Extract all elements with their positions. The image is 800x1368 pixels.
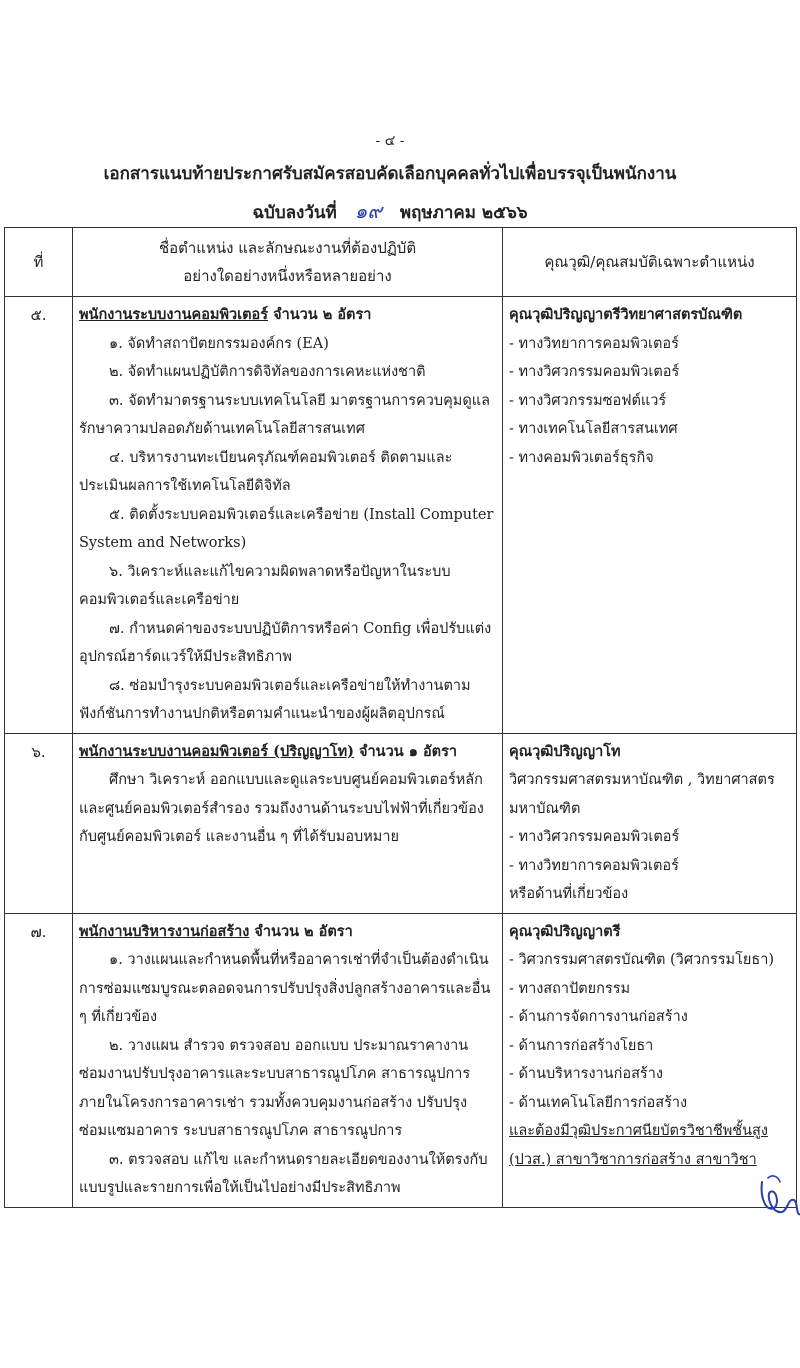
duty-item: ๖. วิเคราะห์และแก้ไขความผิดพลาดหรือปัญหาในระบบคอมพิวเตอร์และเครือข่าย [79, 563, 451, 608]
duty-item: ๓. จัดทำมาตรฐานระบบเทคโนโลยี มาตรฐานการควบคุมดูแลรักษาความปลอดภัยด้านเทคโนโลยีสารสนเทศ [79, 392, 491, 437]
header-number: ที่ [5, 228, 73, 297]
duty-item: ๒. วางแผน สำรวจ ตรวจสอบ ออกแบบ ประมาณราคางานซ่อมงานปรับปรุงอาคารและระบบสาธารณูปโภค สาธารณูปการภายในโครงการอาคารเช่า รวมทั้งควบคุมงานก่อสร้าง ปรับปรุงซ่อมแซมอาคาร ระบบสาธารณูปโภค สาธารณูปการ [79, 1037, 471, 1139]
qualification-item: - ทางคอมพิวเตอร์ธุรกิจ [509, 449, 654, 466]
row-number: ๖. [5, 733, 73, 913]
qualification-item: - ทางวิศวกรรมซอฟต์แวร์ [509, 392, 667, 409]
qualification-item: - ด้านเทคโนโลยีการก่อสร้าง [509, 1094, 688, 1111]
qualification-cell [503, 297, 797, 734]
position-title: พนักงานระบบงานคอมพิวเตอร์ (ปริญญาโท) จำนวน ๑ อัตรา [79, 742, 458, 760]
duty-item: ๑. วางแผนและกำหนดพื้นที่หรืออาคารเช่าที่จำเป็นต้องดำเนินการซ่อมแซมบูรณะตลอดจนการปรับปรุงสิ่งปลูกสร้างอาคารและอื่น ๆ ที่เกี่ยวข้อง [79, 952, 491, 1025]
qualification-item: - ทางวิทยาการคอมพิวเตอร์ [509, 335, 679, 352]
duty-item: ๗. กำหนดค่าของระบบปฏิบัติการหรือค่า Config เพื่อปรับแต่งอุปกรณ์ฮาร์ดแวร์ให้มีประสิทธิภาพ [79, 620, 492, 665]
position-title: พนักงานระบบงานคอมพิวเตอร์ จำนวน ๒ อัตรา [79, 306, 372, 323]
qualification-item: - ทางวิทยาการคอมพิวเตอร์ [509, 857, 679, 874]
header-qualification: คุณวุฒิ/คุณสมบัติเฉพาะตำแหน่ง [503, 228, 797, 297]
header-position-line1: ชื่อตำแหน่ง และลักษณะงานที่ต้องปฏิบัติ [158, 239, 417, 257]
qualification-heading: คุณวุฒิปริญญาตรีวิทยาศาสตรบัณฑิต [509, 306, 743, 323]
qualification-item: - ทางเทคโนโลยีสารสนเทศ [509, 421, 678, 437]
qualification-item: - วิศวกรรมศาสตรบัณฑิต (วิศวกรรมโยธา) [509, 952, 775, 968]
qualification-item: - ด้านการจัดการงานก่อสร้าง [509, 1009, 688, 1025]
row-number: ๕. [5, 297, 73, 734]
table-row [5, 733, 797, 913]
qualification-cell [503, 913, 797, 1207]
qualification-item: - ด้านบริหารงานก่อสร้าง [509, 1066, 663, 1082]
position-title: พนักงานบริหารงานก่อสร้าง จำนวน ๒ อัตรา [79, 922, 353, 940]
duty-item: ๔. บริหารงานทะเบียนครุภัณฑ์คอมพิวเตอร์ ติดตามและประเมินผลการใช้เทคโนโลยีดิจิทัล [79, 449, 453, 494]
duty-item: ๑. จัดทำสถาปัตยกรรมองค์กร (EA) [109, 335, 329, 352]
qualification-heading: คุณวุฒิปริญญาโท [509, 742, 621, 760]
qualification-item: - ด้านการก่อสร้างโยธา [509, 1037, 654, 1054]
signature-mark [758, 1168, 800, 1228]
duty-item: ๓. ตรวจสอบ แก้ไข และกำหนดรายละเอียดของงานให้ตรงกับแบบรูปและรายการเพื่อให้เป็นไปอย่างมีประสิทธิภาพ [79, 1151, 488, 1196]
table-header-row [5, 228, 797, 297]
qualification-item: - ทางสถาปัตยกรรม [509, 980, 631, 997]
header-position [73, 228, 503, 297]
header-position-line2: อย่างใดอย่างหนึ่งหรือหลายอย่าง [183, 267, 392, 285]
positions-table [4, 227, 797, 1208]
qualification-item: - ทางวิศวกรรมคอมพิวเตอร์ [509, 829, 680, 845]
position-cell [73, 733, 503, 913]
document-title: เอกสารแนบท้ายประกาศรับสมัครสอบคัดเลือกบุคคลทั่วไปเพื่อบรรจุเป็นพนักงาน [103, 164, 677, 184]
duty-item: ๒. จัดทำแผนปฏิบัติการดิจิทัลของการเคหะแห่งชาติ [109, 364, 426, 380]
position-cell [73, 297, 503, 734]
qualification-note: และต้องมีวุฒิประกาศนียบัตรวิชาชีพชั้นสูง (ปวส.) สาขาวิชาการก่อสร้าง สาขาวิชา [509, 1123, 768, 1168]
document-date [0, 195, 780, 227]
date-day-handwritten: ๑๙ [354, 199, 382, 223]
qualification-intro: วิศวกรรมศาสตรมหาบัณฑิต , วิทยาศาสตรมหาบัณฑิต [509, 772, 775, 817]
duty-item: ศึกษา วิเคราะห์ ออกแบบและดูแลระบบศูนย์คอมพิวเตอร์หลักและศูนย์คอมพิวเตอร์สำรอง รวมถึงงานด้านระบบไฟฟ้าที่เกี่ยวข้องกับศูนย์คอมพิวเตอร์ และงานอื่น ๆ ที่ได้รับมอบหมาย [79, 772, 484, 845]
table-row [5, 297, 797, 734]
page-number: - ๔ - [375, 133, 405, 149]
table-row [5, 913, 797, 1207]
qualification-heading: คุณวุฒิปริญญาตรี [509, 922, 621, 940]
qualification-cell [503, 733, 797, 913]
qualification-item: - ทางวิศวกรรมคอมพิวเตอร์ [509, 364, 680, 380]
qualification-note: หรือด้านที่เกี่ยวข้อง [509, 886, 629, 902]
position-cell [73, 913, 503, 1207]
duty-item: ๘. ซ่อมบำรุงระบบคอมพิวเตอร์และเครือข่ายให้ทำงานตามฟังก์ชันการทำงานปกติหรือตามคำแนะนำของผู้ผลิตอุปกรณ์ [79, 677, 471, 722]
row-number: ๗. [5, 913, 73, 1207]
date-month-year: พฤษภาคม ๒๕๖๖ [399, 203, 528, 223]
date-prefix: ฉบับลงวันที่ [252, 203, 337, 223]
duty-item: ๕. ติดตั้งระบบคอมพิวเตอร์และเครือข่าย (Install Computer System and Networks) [79, 506, 494, 551]
